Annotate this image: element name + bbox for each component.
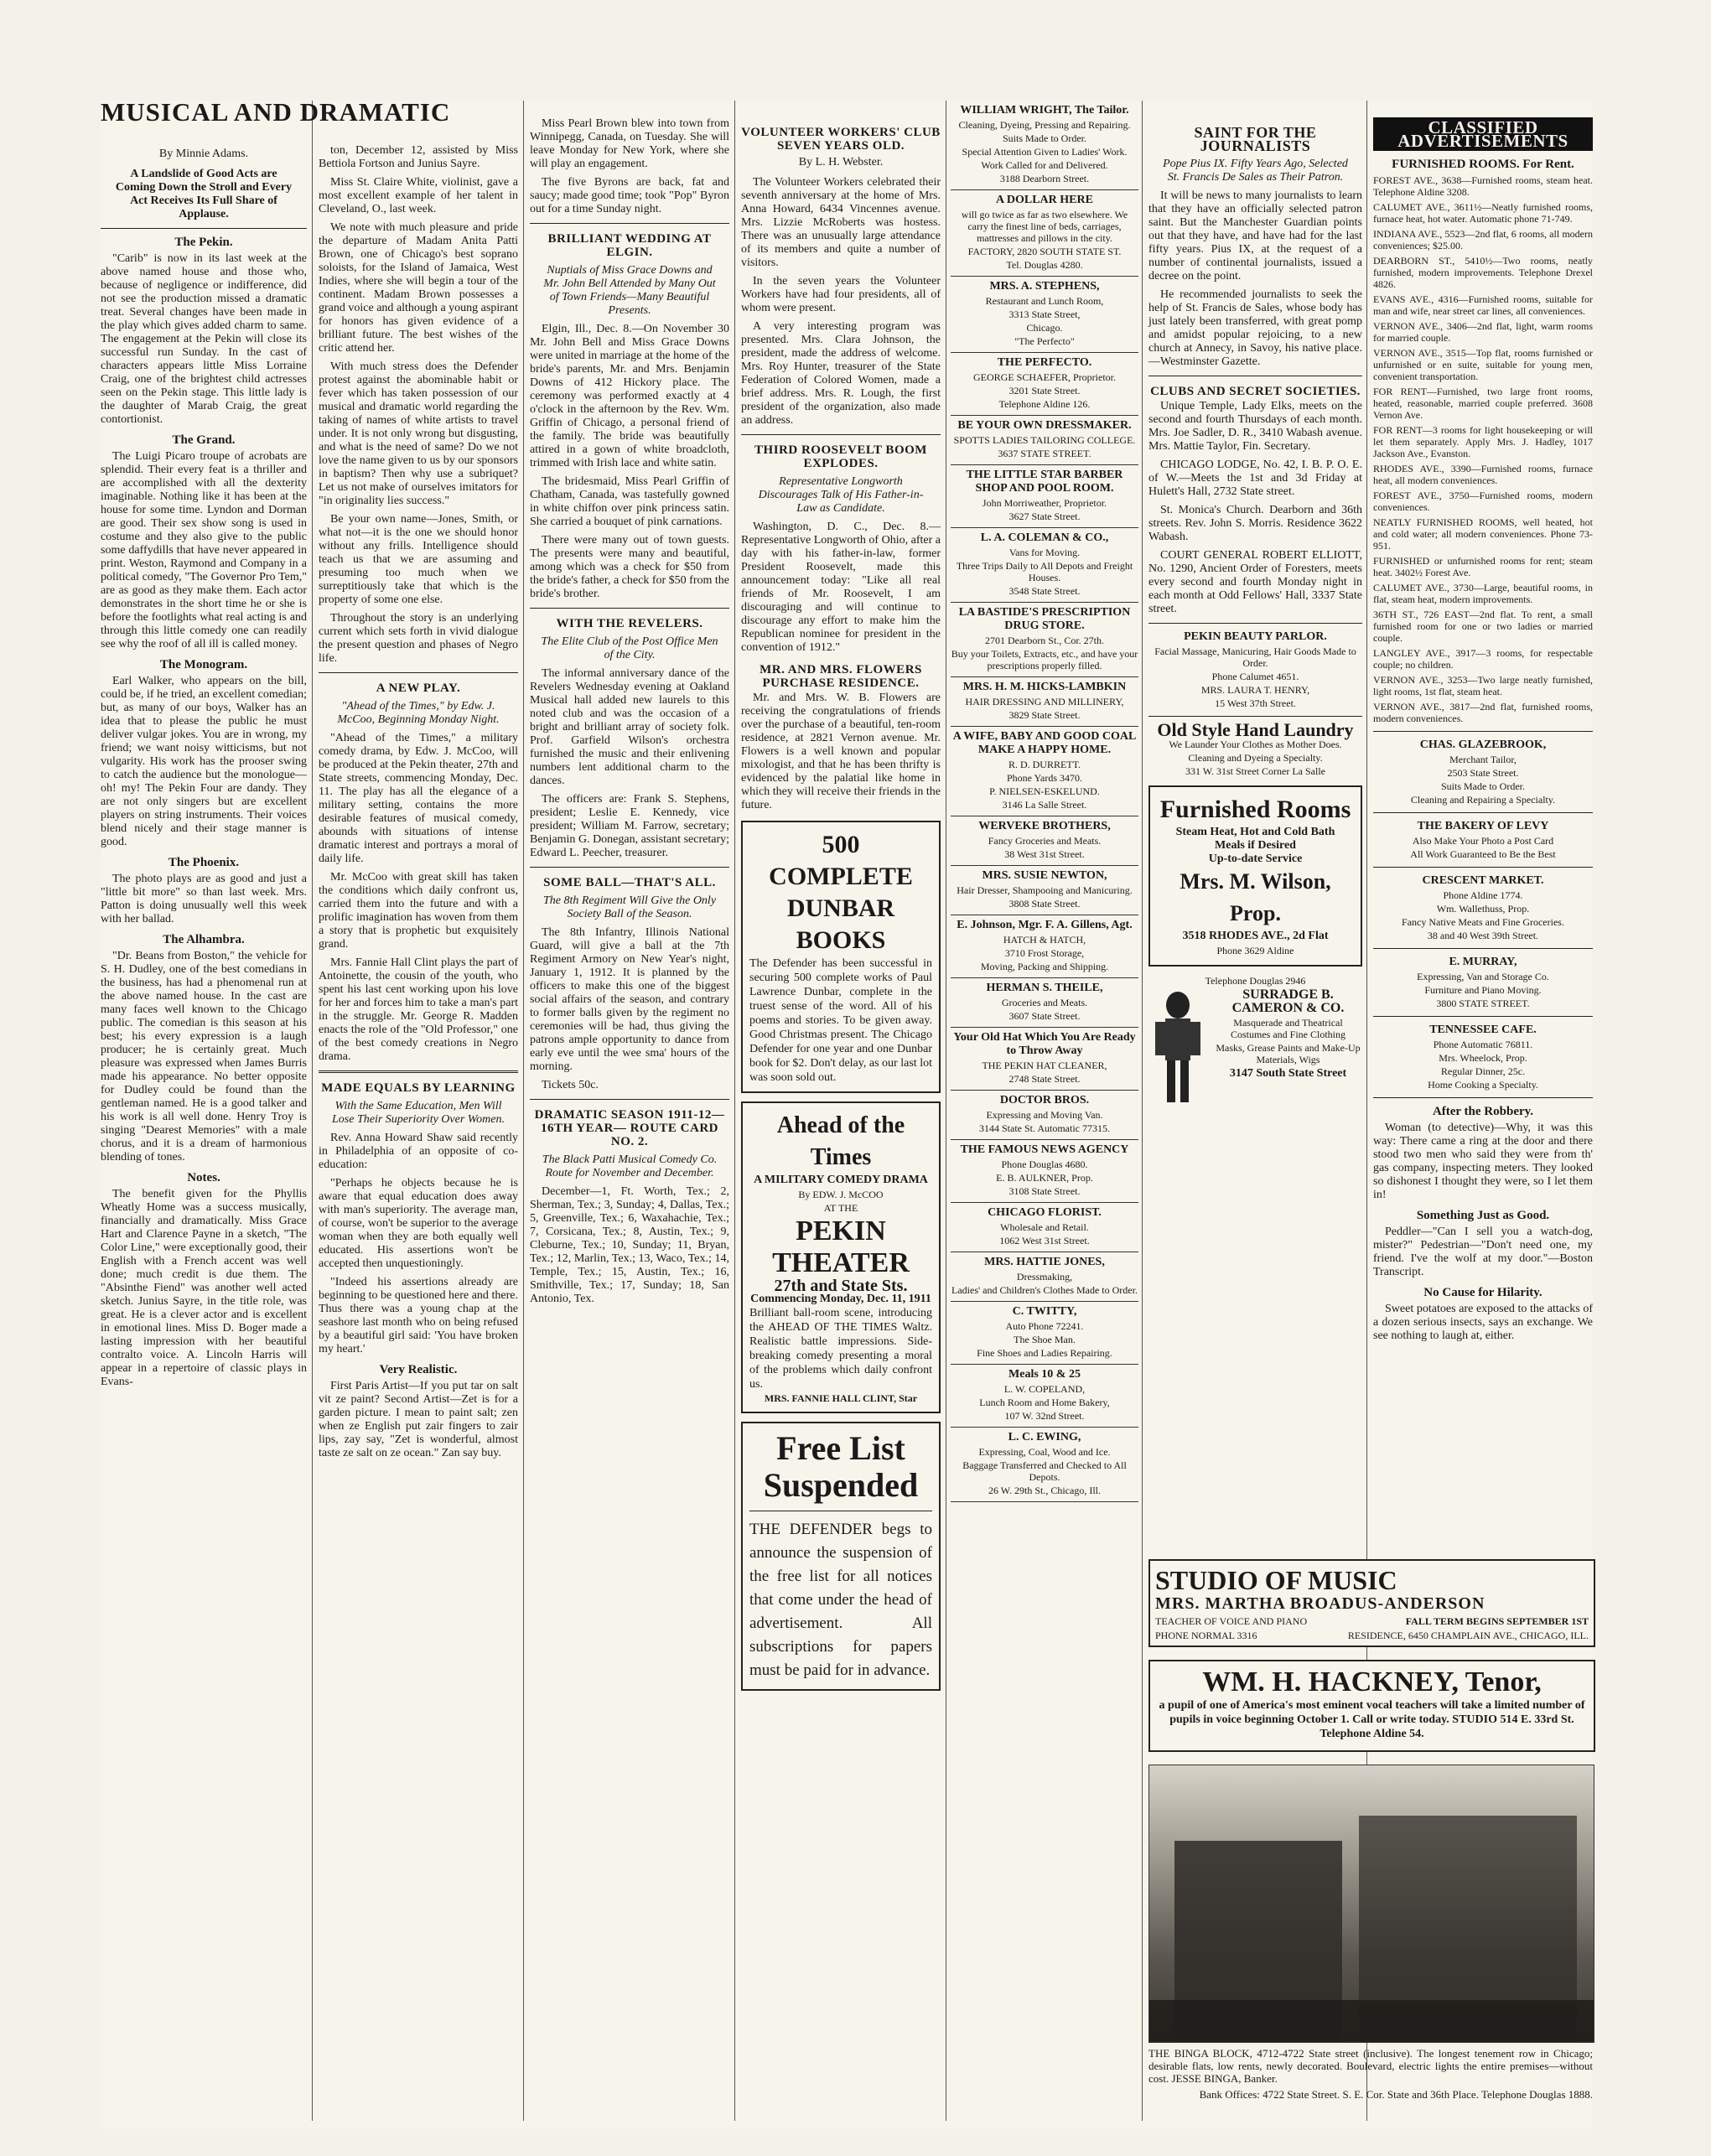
subhead: Notes.	[187, 1171, 220, 1184]
ad-line: GEORGE SCHAEFER, Proprietor.	[972, 371, 1116, 383]
article-headline: VOLUNTEER WORKERS' CLUB SEVEN YEARS OLD.	[741, 126, 941, 153]
ad-title: CHAS. GLAZEBROOK,	[1419, 739, 1547, 751]
classified-listing: LANGLEY AVE., 3917—3 rooms, for respectable couple; no children.	[1373, 647, 1593, 671]
article-headline: DRAMATIC SEASON 1911-12— 16TH YEAR— ROUTE CARD NO. 2.	[534, 1108, 725, 1148]
classified-listings	[1373, 174, 1593, 724]
ad-line: 3108 State Street.	[1008, 1185, 1081, 1197]
ad-title: STUDIO OF MUSIC	[1155, 1565, 1397, 1595]
ad-line: Work Called for and Delivered.	[981, 159, 1108, 171]
business-ad	[951, 677, 1138, 727]
headline-deck: Representative Longworth Discourages Talk of His Father-in-Law as Candidate.	[758, 475, 924, 515]
ad-line: Wm. Wallethuss, Prop.	[1436, 903, 1530, 915]
ad-text: The Defender has been successful in securing 500 complete works of Paul Lawrence Dunbar, complete in the truest sense of the word. All of his poems and stories. To be given away. Good Christmas present. The Chicago Defender for one year and one Dunbar book for $2. Don't delay, as our last lot was soon sold out.	[749, 957, 932, 1084]
business-ad	[951, 190, 1138, 277]
ad-line: Cleaning, Dyeing, Pressing and Repairing.	[958, 119, 1131, 131]
article-paragraph: The benefit given for the Phyllis Wheatly Home was a success musically, financially and dramatically. Miss Grace Hart and Clarence Payne in a sketch, "The Color Line," were exceptionally good, their English with a French accent was well done; much credit is due them. The "Absinthe Fiend" was another well acted sketch. Junius Sayre, in the title role, was great. He is a clever actor and is excellent in emotional lines. Miss D. Boger made a lasting impression with her beautiful contralto voice. A. Lincoln Harris will appear in a repertoire of classic plays in Evans-	[101, 1188, 307, 1388]
ad-line: Wholesale and Retail.	[1000, 1221, 1089, 1233]
ad-line: 3188 Dearborn Street.	[999, 173, 1090, 184]
ad-line: 3201 State Street.	[1008, 385, 1081, 396]
article-paragraph: Mr. McCoo with great skill has taken the conditions which daily confront us, carried them into the future and with a prolific imagination has woven from them a story that is prophetic but exquisitely grand.	[319, 871, 518, 951]
article-paragraph: Earl Walker, who appears on the bill, could be, if he tried, an excellent comedian; but, as many of our boys, Walker has an idea that to please the public he must deliver vulgar jokes. You are in wrong, my friend; we want noisy witticisms, but not vulgarity. His work has the prooser swing to catch the audience but the monologue—oh! my! The Pekin Four are dandy. They are not only singers but are excellent players on string instruments. Their voices blend nicely and their stage manner is good.	[101, 675, 307, 848]
ad-title: HERMAN S. THEILE,	[986, 982, 1103, 994]
article-paragraph: "Dr. Beans from Boston," the vehicle for S. H. Dudley, one of the best comedians in the business, has had a phenomenal run at the above named house. In the cast are many faces well known to the Chicago public. The comedian is this season at his best; his every expression is a laugh producer; he is certainly great. Much pleasure was expressed when James Burris made his appearance. No better opposite for Dudley could be found than the gentleman named. He is a good talker and his work is all well done. Henry Troy is singing "Dearest Memories" with a male chorus, and it is a dream of harmonious blending of tones.	[101, 950, 307, 1164]
column-rule	[523, 101, 524, 2121]
ad-line: Moving, Packing and Shipping.	[980, 961, 1109, 972]
article-paragraph: Be your own name—Jones, Smith, or what not—it is the one we should honor without any frills. Intelligence should teach us that we are assuming and presuming too much when we surreptitiously take that which is the property of some one else.	[319, 513, 518, 606]
ad-line: 3146 La Salle Street.	[1002, 799, 1087, 811]
ad-line: Cleaning and Repairing a Specialty.	[1410, 794, 1556, 806]
article-paragraph: Tickets 50c.	[542, 1079, 599, 1091]
ad-title: Your Old Hat Which You Are Ready to Throw Away	[953, 1031, 1136, 1057]
dunbar-books-ad	[741, 821, 941, 1093]
ad-line: SPOTTS LADIES TAILORING COLLEGE.	[953, 434, 1136, 446]
article-paragraph: Elgin, Ill., Dec. 8.—On November 30 Mr. John Bell and Miss Grace Downs were united in marriage at the home of the bride's parents, Mr. and Mrs. Benjamin Downs of 412 Hickory place. The ceremony was performed exactly at 4 o'clock in the afternoon by the Rev. Wm. Griffin of Chicago, a personal friend of the family. The bride was beautifully attired in a gown of white broadcloth, trimmed with Irish lace and white satin.	[530, 323, 729, 469]
newspaper-page	[101, 97, 1593, 2129]
ad-title: TENNESSEE CAFE.	[1429, 1024, 1537, 1036]
ad-line: MRS. LAURA T. HENRY,	[1200, 684, 1310, 696]
article-paragraph: Woman (to detective)—Why, it was this way: There came a ring at the door and there stood two men who said they were from th' gas company, inspecting meters. They looked so dishonest I thought they were, so I let them in!	[1373, 1122, 1593, 1201]
subhead: No Cause for Hilarity.	[1423, 1286, 1542, 1299]
article-paragraph: First Paris Artist—If you put tar on salt vit ze paint? Second Artist—Zet is for a garden picture. I mean to paint salt; zen when ze English put zair fingers to zair lips, zay say, "Zet is wonderful, almost taste ze salt on ze ocean." Zan say buy.	[319, 1380, 518, 1459]
headline-deck: The Elite Club of the Post Office Men of the City.	[541, 635, 718, 661]
ad-line: Restaurant and Lunch Room,	[985, 295, 1104, 307]
ad-line: 3829 State Street.	[1008, 709, 1081, 721]
ad-title: LA BASTIDE'S PRESCRIPTION DRUG STORE.	[958, 606, 1131, 632]
classified-listing: VERNON AVE., 3817—2nd flat, furnished rooms, modern conveniences.	[1373, 701, 1593, 724]
article-paragraph: December—1, Ft. Worth, Tex.; 2, Sherman, Tex.; 3, Sunday; 4, Dallas, Tex.; 5, Greenville, Tex.; 6, Waxahachie, Tex.; 7, Corsicana, Tex.; 8, Austin, Tex.; 9, Cleburne, Tex.; 10, Sunday; 11, Bryan, Tex.; 12, Marlin, Tex.; 13, Waco, Tex.; 14, Temple, Tex.; 15, Austin, Tex.; 16, Smithville, Tex.; 17, Sunday; 18, San Antonio, Tex.	[530, 1185, 729, 1305]
article-headline: CLUBS AND SECRET SOCIETIES.	[1150, 385, 1361, 398]
ad-line: R. D. DURRETT.	[1008, 759, 1081, 770]
ad-line	[1155, 1615, 1589, 1628]
ad-title: Ahead of the Times	[776, 1112, 905, 1170]
ad-title: THE BAKERY OF LEVY	[1417, 820, 1549, 832]
business-ad	[951, 1365, 1138, 1428]
ad-line: 3144 State St. Automatic 77315.	[979, 1122, 1110, 1134]
article-paragraph: The photo plays are as good and just a "little bit more" so than last week. Mrs. Patton is doing unusually well this week with her ballad.	[101, 873, 307, 925]
ad-line: FACTORY, 2820 SOUTH STATE ST.	[967, 246, 1122, 257]
article-headline: SOME BALL—THAT'S ALL.	[543, 876, 716, 889]
caption-footer: Bank Offices: 4722 State Street. S. E. Cor. State and 36th Place. Telephone Douglas 1888.	[1199, 2088, 1593, 2101]
article-headline: MR. AND MRS. FLOWERS PURCHASE RESIDENCE.	[760, 663, 922, 690]
byline: By L. H. Webster.	[798, 156, 884, 168]
ad-line: Up-to-date Service	[1208, 853, 1303, 865]
ad-line: 38 and 40 West 39th Street.	[1427, 930, 1539, 941]
classified-listing: VERNON AVE., 3253—Two large neatly furnished, light rooms, 1st flat, steam heat.	[1373, 674, 1593, 697]
ad-text: a pupil of one of America's most eminent vocal teachers will take a limited number of pupils in voice beginning October 1. Call or write today. STUDIO 514 E. 33rd St. Telephone Aldine 54.	[1159, 1699, 1585, 1740]
ad-line: Auto Phone 72241.	[1005, 1320, 1084, 1332]
article-paragraph: In the seven years the Volunteer Workers have had four presidents, all of whom were present.	[741, 275, 941, 314]
article-paragraph: COURT GENERAL ROBERT ELLIOTT, No. 1290, Ancient Order of Foresters, meets every second and fourth Monday night in each month at Odd Fellows' Hall, 3337 State street.	[1148, 549, 1362, 615]
classified-listing: CALUMET AVE., 3730—Large, beautiful rooms, in flat, steam heat, modern improvements.	[1373, 582, 1593, 605]
ad-title: A DOLLAR HERE	[996, 194, 1093, 206]
ad-title: SURRADGE B. CAMERON & CO.	[1231, 987, 1345, 1015]
classified-listing: RHODES AVE., 3390—Furnished rooms, furnace heat, all modern conveniences.	[1373, 463, 1593, 486]
subhead: Something Just as Good.	[1416, 1209, 1550, 1222]
ad-line: HAIR DRESSING AND MILLINERY,	[965, 696, 1124, 707]
ad-subtitle: 27th and State Sts.	[774, 1277, 908, 1295]
article-paragraph: CHICAGO LODGE, No. 42, I. B. P. O. E. of W.—Meets the 1st and 3d Friday at Hulett's Hall, 2732 State street.	[1148, 459, 1362, 498]
headline-deck: A Landslide of Good Acts are Coming Down the Stroll and Every Act Receives Its Full Share of Applause.	[115, 168, 293, 220]
ad-title: WERVEKE BROTHERS,	[978, 820, 1111, 832]
ad-line: Merchant Tailor,	[1449, 754, 1517, 765]
ad-line: Cleaning and Dyeing a Specialty.	[1188, 752, 1323, 764]
classified-listing: FOREST AVE., 3750—Furnished rooms, modern conveniences.	[1373, 490, 1593, 513]
ad-line: 3607 State Street.	[1008, 1010, 1081, 1022]
ad-title: WM. H. HACKNEY, Tenor,	[1202, 1666, 1542, 1697]
ad-line: Tel. Douglas 4280.	[1006, 259, 1083, 271]
ad-line: 26 W. 29th St., Chicago, Ill.	[988, 1485, 1101, 1496]
article-paragraph: Sweet potatoes are exposed to the attacks of a dozen serious insects, says an exchange. We see nothing to laugh at, either.	[1373, 1303, 1593, 1342]
ad-title: Free List Suspended	[763, 1429, 919, 1504]
classified-listing: VERNON AVE., 3515—Top flat, rooms furnished or unfurnished or en suite, suitable for young men, convenient transportation.	[1373, 347, 1593, 382]
ad-line: 2748 State Street.	[1008, 1073, 1081, 1085]
ad-line: Suits Made to Order.	[1003, 132, 1086, 144]
ad-line: Telephone Aldine 126.	[998, 398, 1091, 410]
ad-text: Brilliant ball-room scene, introducing the AHEAD OF THE TIMES Waltz. Realistic battle impressions. Side-breaking comedy presenting a moral of the problems which daily confront us.	[749, 1307, 932, 1391]
ad-line: Expressing, Van and Storage Co.	[1417, 971, 1549, 982]
ad-line: The Shoe Man.	[1014, 1334, 1076, 1345]
ad-subtitle: Commencing Monday, Dec. 11, 1911	[750, 1293, 931, 1305]
business-ad	[951, 416, 1138, 465]
subhead: After the Robbery.	[1432, 1105, 1534, 1118]
ad-title: PEKIN BEAUTY PARLOR.	[1184, 630, 1327, 643]
article-paragraph: A very interesting program was presented. Mrs. Clara Johnson, the president, made the address of welcome. Mrs. Roy Hunter, treasurer of the State Federation of Colored Women, made a brief address. Mrs. R. Lough, the first president of the organization, also made an address.	[741, 320, 941, 427]
ad-title: MRS. H. M. HICKS-LAMBKIN	[962, 681, 1127, 693]
article-headline: SAINT FOR THE JOURNALISTS	[1194, 124, 1317, 154]
article-paragraph: "Carib" is now in its last week at the above named house and those who, because of negligence or indifference, did not see the production missed a dramatic treat. Several changes have been made in the play which gives added charm to same. The engagement at the Pekin will close its successful run Sunday. In the cast of characters appears little Miss Lorraine Craig, one of the brightest child actresses seen on the Pekin stage. This little lady is the daughter of Marab Craig, the great contortionist.	[101, 252, 307, 426]
ad-line: Phone 3629 Aldine	[1216, 945, 1294, 956]
column-rule	[1142, 101, 1143, 2121]
ad-line: 3518 RHODES AVE., 2d Flat	[1182, 930, 1329, 942]
classified-listing: FOR RENT—Furnished, two large front rooms, heated, reasonable, married couple preferred. 3608 Vernon Ave.	[1373, 386, 1593, 421]
ad-line: Masquerade and Theatrical Costumes and Fine Clothing	[1230, 1017, 1345, 1040]
article-paragraph: Washington, D. C., Dec. 8.—Representative Longworth of Ohio, after a day with his father-in-law, former President Roosevelt, made this announcement today: "Like all real friends of Mr. Roosevelt, I am discouraging and will continue to discourage any effort to make him the Republican nominee for president in the convention of 1912."	[741, 521, 941, 654]
ad-line: 3710 Frost Storage,	[1004, 947, 1085, 959]
article-paragraph: The informal anniversary dance of the Revelers Wednesday evening at Oakland Musical hall added new laurels to this noted club and was the occasion of a bright and brilliant array of society folk. Prof. Garfield Wilson's orchestra furnished the music and their enlivening numbers lent additional charm to the dances.	[530, 667, 729, 787]
ad-line: Expressing and Moving Van.	[986, 1109, 1103, 1121]
ad-title: L. A. COLEMAN & CO.,	[980, 531, 1109, 544]
business-ad	[951, 866, 1138, 915]
ad-line: Vans for Moving.	[1008, 547, 1081, 558]
subhead: The Alhambra.	[163, 933, 245, 946]
ad-line: Phone Douglas 4680.	[1001, 1158, 1088, 1170]
ad-line: Also Make Your Photo a Post Card	[1412, 835, 1554, 847]
ad-line: 2701 Dearborn St., Cor. 27th.	[985, 635, 1104, 646]
furnished-rooms-ad	[1148, 785, 1362, 967]
ad-line: Phone Yards 3470.	[1006, 772, 1082, 784]
article-paragraph: The officers are: Frank S. Stephens, president; Leslie E. Kennedy, vice president; William M. Farrow, secretary; Benjamin G. Donegan, assistant secretary; Edward L. Peecher, treasurer.	[530, 793, 729, 859]
business-ad	[951, 101, 1138, 190]
ad-subtitle: MRS. MARTHA BROADUS-ANDERSON	[1155, 1594, 1485, 1613]
ad-line: Phone Automatic 76811.	[1433, 1039, 1533, 1050]
ad-title: THE FAMOUS NEWS AGENCY	[960, 1143, 1129, 1156]
column-rule	[734, 101, 735, 2121]
ad-title: C. TWITTY,	[1012, 1305, 1077, 1318]
article-paragraph: The five Byrons are back, fat and saucy; made good time; took "Pop" Byron out for a time Sunday night.	[530, 176, 729, 215]
business-ad	[951, 1252, 1138, 1302]
hackney-ad	[1148, 1660, 1595, 1752]
ad-line: 3637 STATE STREET.	[998, 448, 1091, 459]
article-paragraph: Unique Temple, Lady Elks, meets on the second and fourth Thursdays of each month. Mrs. Joe Sadler, D. R., 3410 Wabash avenue. Mrs. Mattie Taylor, Fin. Secretary.	[1148, 400, 1362, 453]
ad-title: PEKIN THEATER	[772, 1215, 910, 1278]
ad-line: By EDW. J. McCOO	[798, 1189, 884, 1200]
photo-caption	[1148, 2047, 1593, 2101]
column-1-body	[101, 144, 307, 2121]
ad-line	[1155, 1630, 1589, 1642]
business-ad	[951, 277, 1138, 353]
ad-line: will go twice as far as two elsewhere. We carry the finest line of beds, carriages, mattresses and pillows in the city.	[961, 209, 1128, 244]
ad-line: Furniture and Piano Moving.	[1424, 984, 1542, 996]
byline: By Minnie Adams.	[158, 148, 249, 160]
headline-deck: The 8th Regiment Will Give the Only Society Ball of the Season.	[542, 894, 717, 920]
article-paragraph: It will be news to many journalists to learn that they have an officially selected patron saint. But the Manchester Guardian points out that they have, and have had for the last fifty years. Pius IX, at the request of a number of continental journalists, issued a decree on the point.	[1148, 189, 1362, 282]
classified-listing: EVANS AVE., 4316—Furnished rooms, suitable for man and wife, near street car lines, all conveniences.	[1373, 293, 1593, 317]
ad-title: Mrs. M. Wilson, Prop.	[1180, 869, 1331, 925]
ad-line: John Morriweather, Proprietor.	[982, 497, 1107, 509]
ad-title: MRS. HATTIE JONES,	[984, 1256, 1105, 1268]
free-list-notice	[741, 1422, 941, 1691]
subhead: The Pekin.	[174, 236, 233, 249]
ad-line: Dressmaking,	[1016, 1271, 1073, 1283]
column-3	[530, 117, 729, 2121]
article-paragraph: The 8th Infantry, Illinois National Guard, will give a ball at the 7th Regiment Armory on New Year's night, January 1, 1912. It is planned by the officers to make this one of the biggest social affairs of the season, and contrary to former balls given by the regiment no ceremonies will be had, thus giving the patrons ample opportunity to dance from early eve until the wee sma' hours of the morning.	[530, 926, 729, 1073]
section-headline: MUSICAL AND DRAMATIC	[101, 97, 451, 127]
classified-header: CLASSIFIED ADVERTISEMENTS	[1373, 117, 1593, 151]
ad-line: Lunch Room and Home Bakery,	[979, 1397, 1110, 1408]
ad-title: CRESCENT MARKET.	[1422, 874, 1544, 887]
business-ad	[951, 1091, 1138, 1140]
ad-line: 38 West 31st Street.	[1004, 848, 1085, 860]
classified-listing: NEATLY FURNISHED ROOMS, well heated, hot and cold water; all modern conveniences. Phone 73-951.	[1373, 516, 1593, 552]
article-paragraph: Rev. Anna Howard Shaw said recently in Philadelphia of an opposite of co-education:	[319, 1132, 518, 1171]
classified-listing: FURNISHED or unfurnished rooms for rent; steam heat. 3402½ Forest Ave.	[1373, 555, 1593, 578]
ad-title: MRS. SUSIE NEWTON,	[982, 869, 1107, 882]
ad-line: L. W. COPELAND,	[1003, 1383, 1086, 1395]
ad-line: 331 W. 31st Street Corner La Salle	[1185, 765, 1325, 777]
article-paragraph: Miss St. Claire White, violinist, gave a most excellent example of her talent in Cleveland, O., last week.	[319, 176, 518, 215]
ad-line: 15 West 37th Street.	[1215, 697, 1296, 709]
article-paragraph: "Perhaps he objects because he is aware that equal education does away with man's superiority. The average man, of course, won't be superior to the average woman when they are both equally well educated. His assertions won't be accepted then unquestioningly.	[319, 1177, 518, 1270]
ad-line: Telephone Douglas 2946	[1205, 975, 1306, 987]
ad-title: L. C. EWING,	[1008, 1431, 1081, 1443]
ad-line: "The Perfecto"	[1014, 335, 1075, 347]
ad-line: Three Trips Daily to All Depots and Freight Houses.	[956, 560, 1133, 583]
ad-line: E. B. AULKNER, Prop.	[996, 1172, 1093, 1184]
ad-line: Mrs. Wheelock, Prop.	[1439, 1052, 1527, 1064]
ad-line: RESIDENCE, 6450 CHAMPLAIN AVE., CHICAGO, ILL.	[1347, 1630, 1589, 1641]
business-ad	[951, 465, 1138, 528]
ad-line: Baggage Transferred and Checked to All Depots.	[962, 1459, 1127, 1483]
business-ad	[951, 1028, 1138, 1091]
ad-title: MRS. A. STEPHENS,	[989, 280, 1100, 293]
ad-line: 3800 STATE STREET.	[1436, 998, 1530, 1009]
ad-line: Meals if Desired	[1215, 839, 1296, 852]
article-headline: A NEW PLAY.	[376, 682, 461, 695]
ad-line: 1062 West 31st Street.	[999, 1235, 1090, 1246]
column-2	[319, 144, 518, 2121]
ad-line: 3313 State Street,	[1008, 308, 1081, 320]
ad-line: Fancy Native Meats and Fine Groceries.	[1402, 916, 1564, 928]
article-paragraph: We note with much pleasure and pride the departure of Madam Anita Patti Brown, one of Chicago's best soprano soloists, for the Island of Jamaica, West Indies, where she will begin a tour of the continent. Madam Brown possesses a grand voice and although a young aspirant for honors has given evidence of a brilliant future. The best wishes of the critic attend her.	[319, 221, 518, 355]
ad-title: E. MURRAY,	[1449, 956, 1517, 968]
article-headline: THIRD ROOSEVELT BOOM EXPLODES.	[754, 443, 927, 470]
ad-title: Furnished Rooms	[1159, 796, 1351, 823]
subhead: The Grand.	[172, 433, 236, 447]
column-6	[1148, 117, 1362, 1542]
ad-line: 2503 State Street.	[1447, 767, 1519, 779]
ad-text: THE DEFENDER begs to announce the suspension of the free list for all notices that come under the head of advertisement. All subscriptions for papers must be paid for in advance.	[749, 1521, 932, 1679]
ad-line: Steam Heat, Hot and Cold Bath	[1175, 826, 1335, 838]
subhead: Very Realistic.	[379, 1363, 458, 1376]
ad-line: PHONE NORMAL 3316	[1155, 1630, 1257, 1641]
ad-line: HATCH & HATCH,	[1003, 934, 1086, 946]
subhead: FURNISHED ROOMS. For Rent.	[1392, 158, 1574, 171]
article-paragraph: Mrs. Fannie Hall Clint plays the part of Antoinette, the cousin of the youth, who spent his last cent working upon his love for her and forces him to take a man's part in the struggle. Mr. George R. Madden enacts the role of the "Old Professor," one of the best comedy creations in Negro drama.	[319, 956, 518, 1063]
ad-line: TEACHER OF VOICE AND PIANO	[1155, 1615, 1308, 1627]
subhead: The Monogram.	[159, 658, 248, 671]
article-paragraph: There were many out of town guests. The presents were many and beautiful, among which was a check for $50 from the bride's father, a check for $50 from the bride's brother.	[530, 534, 729, 600]
ad-line: Phone Calumet 4651.	[1211, 671, 1299, 682]
ad-title: THE LITTLE STAR BARBER SHOP AND POOL ROOM.	[966, 469, 1123, 495]
ad-title: Old Style Hand Laundry	[1157, 719, 1354, 740]
caption-text: THE BINGA BLOCK, 4712-4722 State street (inclusive). The longest tenement row in Chicago; desirable flats, low rents, newly decorated. Boulevard, electric lights the entire premises—without cost. JESSE BINGA, Banker.	[1148, 2047, 1593, 2085]
article-headline: MADE EQUALS BY LEARNING	[321, 1081, 516, 1095]
ad-line: Fancy Groceries and Meats.	[988, 835, 1102, 847]
business-ad	[951, 353, 1138, 416]
classified-listing: FOR RENT—3 rooms for light housekeeping or will let them separately. Apply Mrs. J. Hadley, 1017 Jackson Ave., Evanston.	[1373, 424, 1593, 459]
headline-deck: Nuptials of Miss Grace Downs and Mr. John Bell Attended by Many Out of Town Friends—Many Beautiful Presents.	[543, 264, 716, 317]
ad-line: Masks, Grease Paints and Make-Up Materials, Wigs	[1216, 1042, 1361, 1065]
article-paragraph: He recommended journalists to seek the help of St. Francis de Sales, whose body has just lately been transferred, with great pomp and amidst popular rejoicing, to a new church at Annecy, in Savoy, his native place.—Westminster Gazette.	[1148, 288, 1362, 368]
binga-block-photo	[1148, 1765, 1594, 2043]
ad-line: Groceries and Meats.	[1001, 997, 1088, 1008]
ad-line: 3548 State Street.	[1008, 585, 1081, 597]
article-paragraph: St. Monica's Church. Dearborn and 36th streets. Rev. John S. Morris. Residence 3622 Wabash.	[1148, 504, 1362, 543]
article-paragraph: "Ahead of the Times," a military comedy drama, by Edw. J. McCoo, will be produced at the Pekin theater, 27th and State streets, commencing Monday, Dec. 11. The play has all the elegance of a military setting, contains the more desirable features of musical comedy, abounds with situations of intense dramatic interest and portrays a moral of daily life.	[319, 732, 518, 865]
business-ad	[951, 1302, 1138, 1365]
ad-title: A WIFE, BABY AND GOOD COAL MAKE A HAPPY HOME.	[952, 730, 1137, 756]
ad-line: Chicago.	[1026, 322, 1063, 334]
ad-line: THE PEKIN HAT CLEANER,	[982, 1060, 1107, 1071]
ad-line: Regular Dinner, 25c.	[1440, 1065, 1526, 1077]
ad-subtitle: A MILITARY COMEDY DRAMA	[754, 1174, 928, 1186]
classified-listing: 36TH ST., 726 EAST—2nd flat. To rent, a small furnished room for one or two ladies or married couple.	[1373, 609, 1593, 644]
ad-line: Suits Made to Order.	[1441, 780, 1525, 792]
ad-title: THE PERFECTO.	[997, 356, 1092, 369]
business-ad	[951, 528, 1138, 603]
business-ad	[951, 727, 1138, 816]
ad-title: Meals 10 & 25	[1008, 1368, 1081, 1381]
studio-of-music-ad	[1148, 1559, 1595, 1647]
headline-deck: Pope Pius IX. Fifty Years Ago, Selected St. Francis De Sales as Their Patron.	[1163, 158, 1348, 184]
ad-line: We Launder Your Clothes as Mother Does.	[1169, 739, 1342, 750]
business-ad	[951, 816, 1138, 866]
ad-title: E. Johnson, Mgr. F. A. Gillens, Agt.	[957, 919, 1133, 931]
ad-title: 500 COMPLETE DUNBAR BOOKS	[769, 831, 913, 954]
article-paragraph: The Volunteer Workers celebrated their seventh anniversary at the home of Mrs. Anna Howard, 6434 Vincennes avenue. Mrs. Lizzie McRoberts was hostess. There was an unusually large attendance of its members and quite a number of visitors.	[741, 176, 941, 269]
article-headline: WITH THE REVELERS.	[556, 617, 703, 630]
article-paragraph: The bridesmaid, Miss Pearl Griffin of Chatham, Canada, was tastefully gowned in white chiffon over pink princess satin. She carried a bouquet of pink carnations.	[530, 475, 729, 528]
ad-line: All Work Guaranteed to Be the Best	[1410, 848, 1556, 860]
ad-line: Hair Dresser, Shampooing and Manicuring.	[957, 884, 1133, 896]
cameron-ad	[1148, 988, 1362, 1106]
column-7	[1373, 117, 1593, 1542]
ad-line: Ladies' and Children's Clothes Made to Order.	[951, 1284, 1138, 1296]
classified-listing: VERNON AVE., 3406—2nd flat, light, warm rooms for married couple.	[1373, 320, 1593, 344]
article-paragraph: Mr. and Mrs. W. B. Flowers are receiving the congratulations of friends over the purchase of a beautiful, ten-room residence, at 2821 Vernon avenue. Mr. Flowers is a well known and popular mixologist, and that he has been thrifty is evidenced by the palatial like home in which they will receive their friends in the future.	[741, 692, 941, 811]
headline-deck: The Black Patti Musical Comedy Co. Route for November and December.	[542, 1153, 718, 1179]
article-paragraph: The Luigi Picaro troupe of acrobats are splendid. Their every feat is a thriller and are accomplished with all the dexterity imaginable. Nothing like it has been at the house for some time. Lyndon and Dorman are good. Their sex show song is used in costume and they also give to the public some daffydills that have never appeared in print. Weston, Raymond and Company in a political comedy, "The Governor Pro Tem," are as good as they make them. Each actor demonstrates in the short time he or she is before the footlights what real acting is and through this little comedy one can readily see why the roof of all ill is called money.	[101, 450, 307, 650]
article-paragraph: Miss Pearl Brown blew into town from Winnipegg, Canada, on Tuesday. She will leave Monday for New York, where she will play an engagement.	[530, 117, 729, 170]
headline-deck: With the Same Education, Men Will Lose Their Superiority Over Women.	[332, 1100, 505, 1126]
classified-listing: DEARBORN ST., 5410½—Two rooms, neatly furnished, modern improvements. Telephone Drexel 4826.	[1373, 255, 1593, 290]
ad-line: Expressing, Coal, Wood and Ice.	[978, 1446, 1111, 1458]
article-paragraph: Throughout the story is an underlying current which sets forth in vivid dialogue the present question and phases of Negro life.	[319, 612, 518, 665]
article-paragraph: With much stress does the Defender protest against the abominable habit or fever which has taken possession of our musical and dramatic world regarding the taking of names of white artists to travel under. It is not only wrong but disgusting, and what is the need of same? Do we not love the name given to us by our sponsors in baptism? Then why use a subriquet? Let us not make of ourselves imitators for "in originality lies success."	[319, 360, 518, 507]
classified-listing: INDIANA AVE., 5523—2nd flat, 6 rooms, all modern conveniences; $25.00.	[1373, 228, 1593, 251]
ad-line: FALL TERM BEGINS SEPTEMBER 1ST	[1405, 1615, 1589, 1627]
ad-line: P. NIELSEN-ESKELUND.	[989, 785, 1100, 797]
ad-title: WILLIAM WRIGHT, The Tailor.	[960, 104, 1129, 117]
column-5-ads	[951, 101, 1138, 2121]
classified-listing: FOREST AVE., 3638—Furnished rooms, steam heat. Telephone Aldine 3208.	[1373, 174, 1593, 198]
business-ad	[951, 1140, 1138, 1203]
ad-line: 3147 South State Street	[1229, 1067, 1347, 1080]
ad-title: BE YOUR OWN DRESSMAKER.	[957, 419, 1132, 432]
article-paragraph: Peddler—"Can I sell you a watch-dog, mister?" Pedestrian—"Don't need one, my friend. I've the wolf at my door."—Boston Transcript.	[1373, 1226, 1593, 1278]
costume-figure-icon	[1148, 988, 1207, 1106]
pekin-theater-ad	[741, 1101, 941, 1413]
ad-line: Special Attention Given to Ladies' Work.	[962, 146, 1128, 158]
ad-title: DOCTOR BROS.	[999, 1094, 1090, 1107]
article-paragraph: "Indeed his assertions already are beginning to be questioned here and there. Thus there was a young chap at the seashore last month who on being refused by a beautiful girl said: 'You have broken my heart.'	[319, 1276, 518, 1355]
column-rule	[312, 101, 313, 2121]
ad-subtitle: MRS. FANNIE HALL CLINT, Star	[764, 1392, 918, 1404]
ad-line: Home Cooking a Specialty.	[1428, 1079, 1538, 1091]
classified-listing: CALUMET AVE., 3611½—Neatly furnished rooms, furnace heat, hot water. Automatic phone 71-749.	[1373, 201, 1593, 225]
article-headline: BRILLIANT WEDDING AT ELGIN.	[547, 232, 712, 259]
ad-line: 3627 State Street.	[1008, 510, 1081, 522]
column-4	[741, 117, 941, 2121]
ad-line: Phone Aldine 1774.	[1443, 889, 1523, 901]
ad-line: Buy your Toilets, Extracts, etc., and have your prescriptions properly filled.	[951, 648, 1138, 671]
business-ad	[951, 1428, 1138, 1502]
headline-deck: "Ahead of the Times," by Edw. J. McCoo, Beginning Monday Night.	[337, 700, 500, 726]
business-ad	[951, 1203, 1138, 1252]
business-ad	[951, 603, 1138, 677]
subhead: The Phoenix.	[168, 856, 240, 869]
business-ad	[951, 915, 1138, 978]
ad-line: Fine Shoes and Ladies Repairing.	[977, 1347, 1112, 1359]
ad-line: Facial Massage, Manicuring, Hair Goods Made to Order.	[1154, 645, 1356, 669]
business-ad	[951, 978, 1138, 1028]
ad-line: 107 W. 32nd Street.	[1004, 1410, 1085, 1422]
ad-line: 3808 State Street.	[1008, 898, 1081, 910]
ad-line: AT THE	[823, 1202, 858, 1214]
article-paragraph: ton, December 12, assisted by Miss Bettiola Fortson and Junius Sayre.	[319, 144, 518, 170]
ad-title: CHICAGO FLORIST.	[988, 1206, 1102, 1219]
